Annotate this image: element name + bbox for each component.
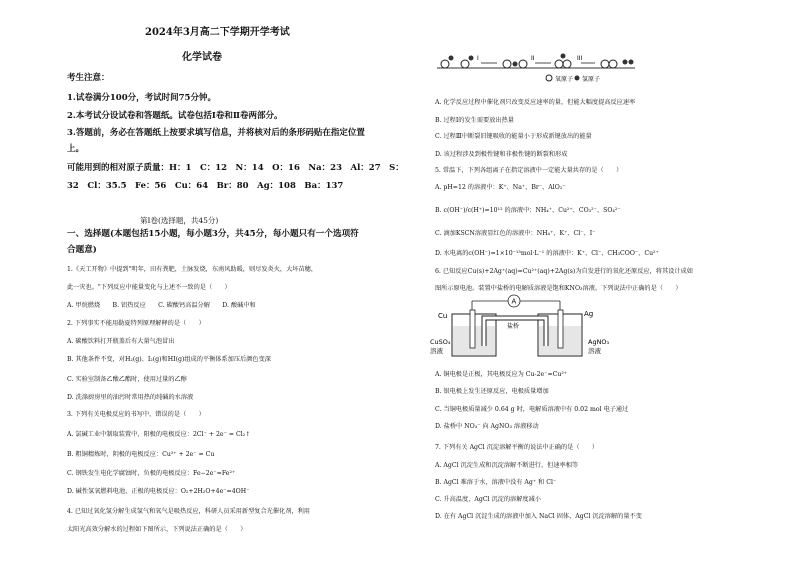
step-label: I	[477, 55, 479, 62]
q3-option-d: D. 碱性氢氧燃料电池，正极的电极反应：O₂+2H₂O+4e⁻=4OH⁻	[67, 488, 250, 495]
q6-stem: 6. 已知反应Cu(s)+2Ag⁺(aq)=Cu²⁺(aq)+2Ag(s)为自发进行的氧化还原反应，将其设计成如	[435, 268, 693, 275]
q2-option-c: C. 实验室制备乙酸乙酯时，使用过量的乙醇	[67, 376, 187, 383]
q3-option-c: C. 钢铁发生电化学腐蚀时，负极的电极反应：Fe−2e⁻=Fe²⁺	[67, 470, 236, 477]
q3-option-a: A. 氯碱工业中制取装置中，阳极的电极反应：2Cl⁻ + 2e⁻ = Cl₂↑	[67, 431, 251, 438]
hydrogen-atom-legend-icon	[575, 76, 580, 81]
cu-electrode-label: Cu	[438, 312, 448, 320]
section-instructions: 合题意)	[67, 245, 97, 255]
q1-stem: 1.《天工开物》中提到"明年，田有粪肥，土脉发烧，东南风助暖，则尽发炎火，大坏苗穗，	[67, 266, 318, 273]
q2-option-b: B. 其他条件不变，对H₂(g)、I₂(g)和HI(g)组成的平衡体系加压后颜色变深	[67, 356, 271, 363]
note-item: 上。	[67, 144, 85, 154]
right-solution-label: 溶液	[588, 347, 601, 355]
q5-option-b: B. c(OH⁻)/c(H⁺)=10¹² 的溶液中：NH₄⁺、Cu²⁺、CO₃²⁻、SO₄²⁻	[435, 207, 621, 214]
legend-hydrogen: 氢原子	[582, 76, 601, 83]
q6-stem: 图所示原电池。装置中盐桥的电解质溶液是饱和KNO₃溶液。下列说法中正确的是（ ）	[435, 285, 682, 292]
q3-stem: 3. 下列有关电极反应的书写中，错误的是（ ）	[67, 411, 205, 418]
note-item: 1.试卷满分100分，考试时间75分钟。	[67, 93, 216, 103]
right-solution-label: AgNO₃	[588, 338, 610, 346]
q6-option-c: C. 当铜电极质量减少 0.64 g 时，电解质溶液中有 0.02 mol 电子通过	[435, 406, 629, 413]
section-instructions: 一、选择题(本题包括15小题，每小题3分，共45分，每小题只有一个选项符	[67, 229, 359, 239]
oxygen-atom-legend-icon	[546, 75, 552, 81]
q2-stem: 2. 下列事实不能用勒夏特列原理解释的是（ ）	[67, 320, 205, 327]
step-label: III	[577, 55, 583, 62]
step-label: II	[531, 55, 535, 62]
q7-option-d: D. 在有 AgCl 沉淀生成的溶液中加入 NaCl 固体，AgCl 沉淀溶解的量不变	[435, 513, 642, 520]
q5-option-d: D. 水电离的c(OH⁻)=1×10⁻¹³mol·L⁻¹ 的溶液中：K⁺、Cl⁻、CH₃COO⁻、Cu²⁺	[435, 250, 659, 257]
q4-stem: 4. 已知过氧化氢分解生成氢气和氧气是吸热反应，科研人员采用新型复合光催化剂，利用	[67, 508, 310, 515]
notes-heading: 考生注意：	[67, 73, 110, 83]
left-solution-label: CuSO₄	[430, 338, 451, 346]
q7-option-b: B. AgCl 难溶于水，溶液中没有 Ag⁺ 和 Cl⁻	[435, 479, 557, 486]
q5-option-c: C. 滴加KSCN溶液显红色的溶液中：NH₄⁺、K⁺、Cl⁻、I⁻	[435, 230, 596, 237]
q1-options: A. 甲烷燃烧 B. 铝热反应 C. 碳酸钙高温分解 D. 酸碱中和	[67, 302, 256, 309]
molecule-group-1	[441, 56, 474, 69]
q3-option-b: B. 粗铜精炼时，阴极的电极反应：Cu²⁺ + 2e⁻ = Cu	[67, 451, 215, 458]
q7-stem: 7. 下列有关 AgCl 沉淀溶解平衡的说法中正确的是（ ）	[435, 444, 599, 451]
galvanic-cell-diagram	[432, 296, 632, 364]
molecule-group-3	[555, 54, 571, 69]
cu-electrode	[470, 310, 475, 348]
q1-stem: 此一灾也。"下列反应中能量变化与上述不一致的是（ ）	[67, 284, 231, 291]
left-solution-label: 溶液	[430, 347, 443, 355]
legend-oxygen: 氧原子	[555, 76, 574, 83]
q5-stem: 5. 常温下，下列各组离子在指定溶液中一定能大量共存的是（ ）	[435, 167, 623, 174]
q4-option-c: C. 过程Ⅲ中断裂旧键吸收的能量小于形成新键放出的能量	[435, 133, 592, 140]
exam-title: 2024年3月高二下学期开学考试	[145, 27, 290, 38]
q4-option-d: D. 该过程涉及到极性键和非极性键的断裂和形成	[435, 151, 568, 158]
water-splitting-diagram	[435, 38, 645, 84]
q4-option-a: A. 化学反应过程中催化剂只改变反应速率的量，但能大幅度提高反应速率	[435, 99, 636, 106]
q6-option-b: B. 银电极上发生还原反应，电极质量增加	[435, 388, 549, 395]
molecule-group-2	[503, 60, 527, 68]
q2-option-a: A. 碳酸饮料打开瓶盖后有大量气泡冒出	[67, 338, 175, 345]
q4-option-b: B. 过程Ⅰ的发生需要放出热量	[435, 117, 514, 124]
q6-option-d: D. 盐桥中 NO₃⁻ 向 AgNO₃ 溶液移动	[435, 423, 539, 430]
note-item: 2.本考试分设试卷和答题纸。试卷包括Ⅰ卷和Ⅱ卷两部分。	[67, 111, 283, 121]
note-item: 3.答题前，务必在答题纸上按要求填写信息，并将核对后的条形码贴在指定位置	[67, 128, 365, 138]
section-title: 第Ⅰ卷(选择题，共45分)	[140, 216, 219, 225]
exam-subtitle: 化学试卷	[182, 52, 222, 63]
q4-stem: 太阳光高效分解水的过程如下图所示，下列说法正确的是（ ）	[67, 526, 247, 533]
atomic-mass-line: 可能用到的相对原子质量：H：1 C：12 N：14 O：16 Na：23 Al：27 S：	[67, 163, 404, 173]
molecule-group-4	[601, 60, 634, 69]
q7-option-c: C. 升高温度，AgCl 沉淀的溶解度减小	[435, 496, 541, 503]
q5-option-a: A. pH=12 的溶液中：K⁺、Na⁺、Br⁻、AlO₂⁻	[435, 184, 566, 191]
q6-option-a: A. 铜电极是正极，其电极反应为 Cu-2e⁻=Cu²⁺	[435, 371, 568, 378]
salt-bridge-label: 盐桥	[507, 323, 520, 330]
ammeter-label: A	[511, 297, 517, 306]
q7-option-a: A. AgCl 沉淀生成和沉淀溶解不断进行，但速率相等	[435, 462, 579, 469]
ag-electrode	[558, 310, 563, 348]
q2-option-d: D. 洗涤厨房里的油污时常用热的纯碱的水溶液	[67, 394, 194, 401]
ag-electrode-label: Ag	[584, 310, 594, 318]
atomic-mass-line: 32 Cl：35.5 Fe：56 Cu：64 Br：80 Ag：108 Ba：137	[67, 181, 344, 191]
